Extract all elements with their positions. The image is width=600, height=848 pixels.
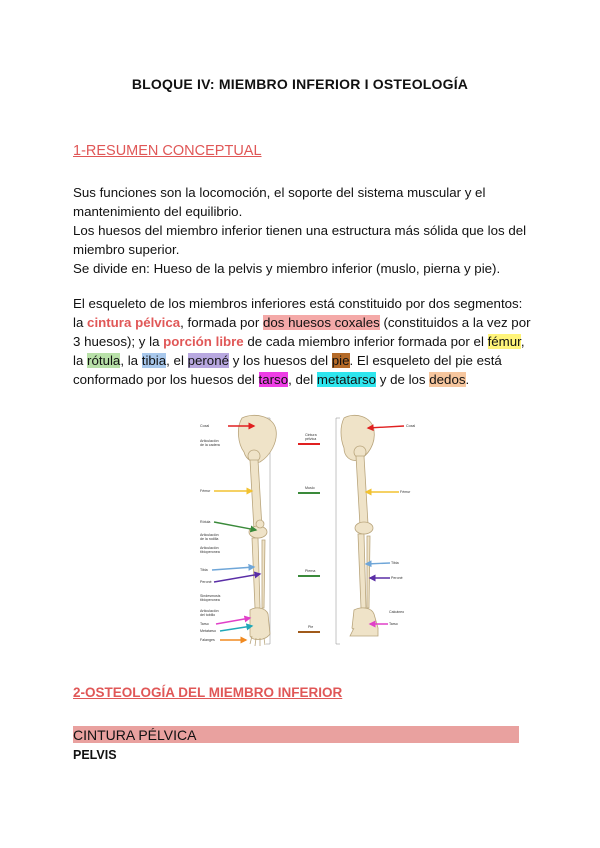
label-femur-left: Fémur [200, 489, 211, 493]
label-tarso-left: Tarso [200, 622, 209, 626]
text-run: , la [120, 353, 142, 368]
bar-muslo [298, 492, 320, 494]
highlight-perone: peroné [187, 353, 229, 368]
label-sindesmosis-2: tibioperonea [200, 598, 220, 602]
highlight-pie: pie [331, 353, 350, 368]
label-art-tibio: Articulación [200, 546, 219, 550]
text-run: (constituidos a la vez por 3 huesos); y la [73, 315, 531, 349]
label-tibia-left: Tibia [200, 568, 208, 572]
arrow-tibia-right [366, 563, 390, 564]
label-pie: Pie [308, 625, 314, 629]
bar-pie [298, 631, 320, 633]
sentence-division: Se divide en: Hueso de la pelvis y miembro inferior (muslo, pierna y pie). [73, 261, 501, 276]
paragraph-funciones [73, 183, 535, 278]
skeleton-lateral [341, 415, 378, 636]
bar-pierna [298, 575, 320, 577]
arrow-tibia [212, 567, 254, 570]
skeleton-anterior [238, 415, 276, 646]
highlight-huesos-coxales: dos huesos coxales [262, 315, 380, 330]
label-metatarso-left: Metatarso [200, 629, 216, 633]
text-run: . El esqueleto del pie está conformado por los huesos del [73, 353, 502, 387]
highlight-dedos: dedos [429, 372, 466, 387]
label-art-rodilla-2: de la rodilla [200, 537, 219, 541]
subsection-cintura-pelvica: CINTURA PÉLVICA [73, 726, 519, 743]
label-pierna: Pierna [305, 569, 316, 573]
label-cintura-pelvica-2: pélvica [305, 437, 317, 441]
sentence-estructura: Los huesos del miembro inferior tienen una estructura más sólida que los del miembro superior. [73, 223, 527, 257]
arrow-metatarso [220, 626, 252, 631]
term-porcion-libre: porción libre [163, 334, 244, 349]
text-run: , formada por [180, 315, 263, 330]
text-run: El esqueleto de los miembros inferiores está constituido por dos segmentos: la [73, 296, 523, 330]
arrow-tarso [216, 618, 250, 624]
label-tibia-right: Tibia [391, 561, 399, 565]
text-run: y de los [376, 372, 430, 387]
label-art-cadera: Articulación [200, 439, 219, 443]
subheading-pelvis: PELVIS [73, 748, 117, 762]
label-coxal-left: Coxal [200, 424, 210, 428]
label-muslo: Muslo [305, 486, 315, 490]
label-art-tobillo: Articulación [200, 609, 219, 613]
right-bracket [336, 418, 340, 644]
arrow-rotula [214, 522, 256, 530]
text-run: y los huesos del [229, 353, 332, 368]
label-falanges-left: Falanges [200, 638, 215, 642]
highlight-metatarso: metatarso [316, 372, 377, 387]
label-art-tibio-2: tibioperonea [200, 550, 220, 554]
label-art-rodilla: Articulación [200, 533, 219, 537]
text-run: , el [166, 353, 188, 368]
text-run: , la [73, 334, 525, 368]
text-run: , del [288, 372, 317, 387]
arrow-perone [214, 574, 260, 582]
document-title: BLOQUE IV: MIEMBRO INFERIOR I OSTEOLOGÍA [131, 76, 469, 92]
lower-limb-skeleton-figure [194, 412, 442, 652]
bar-cintura [298, 443, 320, 445]
highlight-femur: fémur [487, 334, 521, 349]
label-cintura-pelvica: Cintura [305, 433, 317, 437]
label-art-tobillo-2: del tobillo [200, 613, 216, 617]
label-perone-left: Peroné [200, 580, 212, 584]
section-heading-resumen: 1-RESUMEN CONCEPTUAL [73, 143, 262, 159]
text-run: . [465, 372, 470, 387]
label-femur-right: Fémur [400, 490, 411, 494]
label-sindesmosis: Sindesmosis [200, 594, 221, 598]
label-coxal-right: Coxal [406, 424, 416, 428]
highlight-tarso: tarso [258, 372, 289, 387]
label-rotula-left: Rótula [200, 520, 211, 524]
label-tarso-right: Tarso [389, 622, 398, 626]
text-run: de cada miembro inferior formada por el [243, 334, 488, 349]
label-calcaneo: Calcáneo [389, 610, 405, 614]
paragraph-esqueleto [73, 294, 535, 389]
highlight-tibia: tibia [141, 353, 167, 368]
section-heading-osteologia: 2-OSTEOLOGÍA DEL MIEMBRO INFERIOR [73, 685, 343, 700]
label-art-cadera-2: de la cadera [200, 443, 220, 447]
label-perone-right: Peroné [391, 576, 403, 580]
highlight-rotula: rótula [87, 353, 121, 368]
sentence-funciones: Sus funciones son la locomoción, el soporte del sistema muscular y el mantenimiento del equilibrio. [73, 185, 486, 219]
term-cintura-pelvica: cintura pélvica [87, 315, 181, 330]
